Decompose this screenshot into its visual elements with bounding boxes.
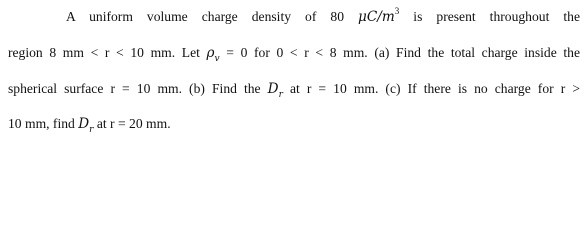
problem-line-3 <box>8 80 580 98</box>
math-unit-m: m <box>381 9 395 25</box>
math-exponent: 3 <box>394 6 400 17</box>
problem-line-4 <box>8 115 580 133</box>
problem-line-1 <box>8 8 580 26</box>
math-d-field: D <box>78 116 90 132</box>
math-d-field: D <box>267 81 279 97</box>
math-slash: / <box>377 9 382 25</box>
text-segment: = 0 for 0 < r < 8 mm. (a) Find the total charge inside the <box>219 45 580 60</box>
text-segment: at r = 10 mm. (c) If there is no charge for r > <box>282 81 580 96</box>
math-subscript: r <box>278 89 283 100</box>
text-segment: spherical surface r = 10 mm. (b) Find the <box>8 81 268 96</box>
math-unit-uc: μC <box>358 9 378 25</box>
problem-line-2 <box>8 44 580 62</box>
text-segment: region 8 mm < r < 10 mm. Let <box>8 45 207 60</box>
math-subscript: v <box>214 53 220 64</box>
text-segment: 10 mm, find <box>8 116 79 131</box>
text-segment: is present throughout the <box>399 9 580 24</box>
math-subscript: r <box>89 124 94 135</box>
math-rho: ρ <box>206 45 215 61</box>
text-segment: A uniform volume charge density of 80 <box>66 9 359 24</box>
text-segment: at r = 20 mm. <box>93 116 171 131</box>
